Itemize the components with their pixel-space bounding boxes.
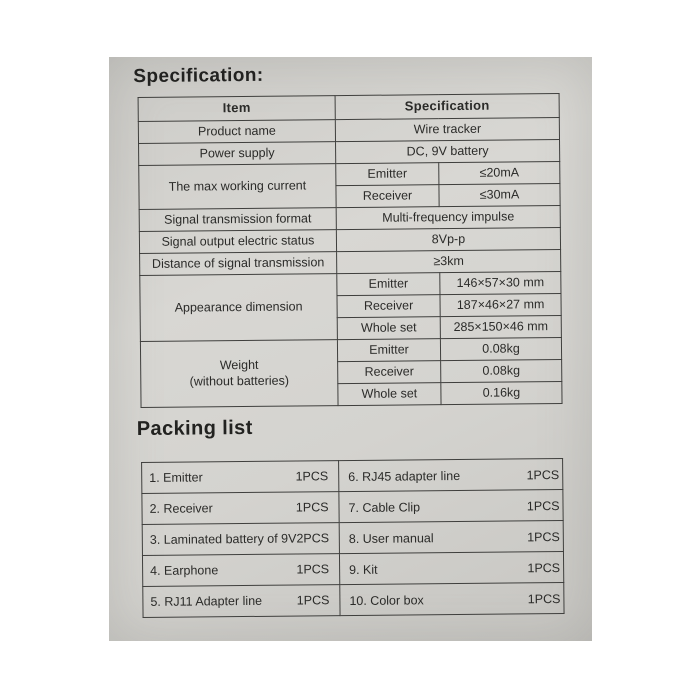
- spec-sublabel-cell: Receiver: [336, 185, 439, 208]
- spec-item-cell: Signal output electric status: [139, 230, 336, 254]
- spec-value-cell: 146×57×30 mm: [440, 271, 561, 294]
- spec-value-cell: DC, 9V battery: [336, 139, 560, 163]
- packing-cell-rj11-adapter: [143, 585, 340, 618]
- spec-value-cell: 0.16kg: [441, 381, 562, 404]
- packing-item-qty: 1PCS: [527, 529, 560, 545]
- spec-item-cell: Distance of signal transmission: [140, 252, 337, 276]
- spec-header-specification: Specification: [335, 93, 559, 119]
- packing-row: [142, 489, 563, 524]
- spec-item-cell: Product name: [138, 120, 335, 144]
- spec-sublabel-cell: Whole set: [337, 317, 440, 340]
- spec-value-cell: 187×46×27 mm: [440, 293, 561, 316]
- packing-list-table: [141, 458, 564, 618]
- packing-cell-color-box: [340, 582, 564, 615]
- spec-sheet-photo: [109, 57, 592, 641]
- packing-item-name: 7. Cable Clip: [348, 500, 421, 516]
- specification-table: [138, 93, 563, 408]
- packing-item-qty: 1PCS: [296, 593, 330, 608]
- packing-item-name: 3. Laminated battery of 9V: [149, 531, 297, 547]
- spec-value-cell: Multi-frequency impulse: [336, 205, 560, 229]
- packing-item-name: 1. Emitter: [149, 470, 203, 485]
- spec-sublabel-cell: Receiver: [337, 295, 440, 318]
- packing-cell-battery: [142, 523, 339, 556]
- spec-sublabel-cell: Emitter: [337, 339, 440, 362]
- packing-item-name: 9. Kit: [349, 562, 378, 578]
- spec-value-cell: 0.08kg: [440, 337, 561, 360]
- spec-sublabel-cell: Emitter: [336, 163, 439, 186]
- packing-item-name: 6. RJ45 adapter line: [348, 468, 461, 485]
- weight-label-line1: Weight: [219, 357, 259, 373]
- packing-cell-receiver: [142, 492, 339, 525]
- spec-item-cell: Signal transmission format: [139, 208, 336, 232]
- packing-item-qty: 1PCS: [527, 560, 561, 576]
- paper-content: [109, 57, 592, 641]
- packing-item-qty: 1PCS: [526, 499, 560, 514]
- spec-value-cell: 285×150×46 mm: [440, 315, 561, 338]
- packing-cell-rj45-adapter: [339, 458, 563, 491]
- packing-item-qty: 1PCS: [296, 562, 330, 577]
- spec-value-cell: ≥3km: [337, 249, 561, 273]
- packing-cell-user-manual: [339, 520, 563, 553]
- spec-value-cell: 8Vp-p: [336, 227, 560, 251]
- packing-item-qty: 1PCS: [526, 468, 560, 483]
- spec-sublabel-cell: Whole set: [338, 383, 441, 406]
- packing-cell-cable-clip: [339, 489, 563, 522]
- spec-header-item: Item: [138, 96, 335, 122]
- packing-cell-emitter: [142, 461, 339, 494]
- packing-item-qty: 1PCS: [295, 469, 329, 484]
- packing-row: [143, 582, 564, 617]
- spec-value-cell: ≤30mA: [439, 183, 560, 206]
- spec-sublabel-cell: Emitter: [337, 273, 440, 296]
- packing-list-heading: Packing list: [136, 416, 253, 441]
- spec-item-cell: The max working current: [139, 164, 336, 210]
- weight-label-line2: (without batteries): [189, 373, 290, 389]
- packing-item-qty: 1PCS: [527, 591, 561, 607]
- spec-value-cell: Wire tracker: [335, 117, 559, 141]
- packing-item-name: 5. RJ11 Adapter line: [150, 593, 263, 609]
- packing-item-name: 2. Receiver: [149, 501, 213, 516]
- packing-row: [142, 520, 563, 555]
- packing-cell-kit: [339, 551, 563, 584]
- packing-item-qty: 1PCS: [295, 500, 329, 515]
- packing-row: [142, 458, 563, 493]
- packing-item-name: 4. Earphone: [150, 563, 219, 578]
- spec-value-cell: 0.08kg: [441, 359, 562, 382]
- packing-row: [142, 551, 563, 586]
- packing-cell-earphone: [142, 554, 339, 587]
- packing-item-name: 8. User manual: [348, 531, 434, 547]
- spec-item-cell: Power supply: [139, 142, 336, 166]
- spec-item-cell: [140, 340, 338, 408]
- spec-item-cell: Appearance dimension: [140, 274, 338, 342]
- spec-value-cell: ≤20mA: [439, 161, 560, 184]
- packing-item-qty: 2PCS: [296, 531, 330, 546]
- specification-heading: Specification:: [133, 64, 264, 88]
- packing-item-name: 10. Color box: [349, 593, 424, 609]
- spec-sublabel-cell: Receiver: [338, 361, 441, 384]
